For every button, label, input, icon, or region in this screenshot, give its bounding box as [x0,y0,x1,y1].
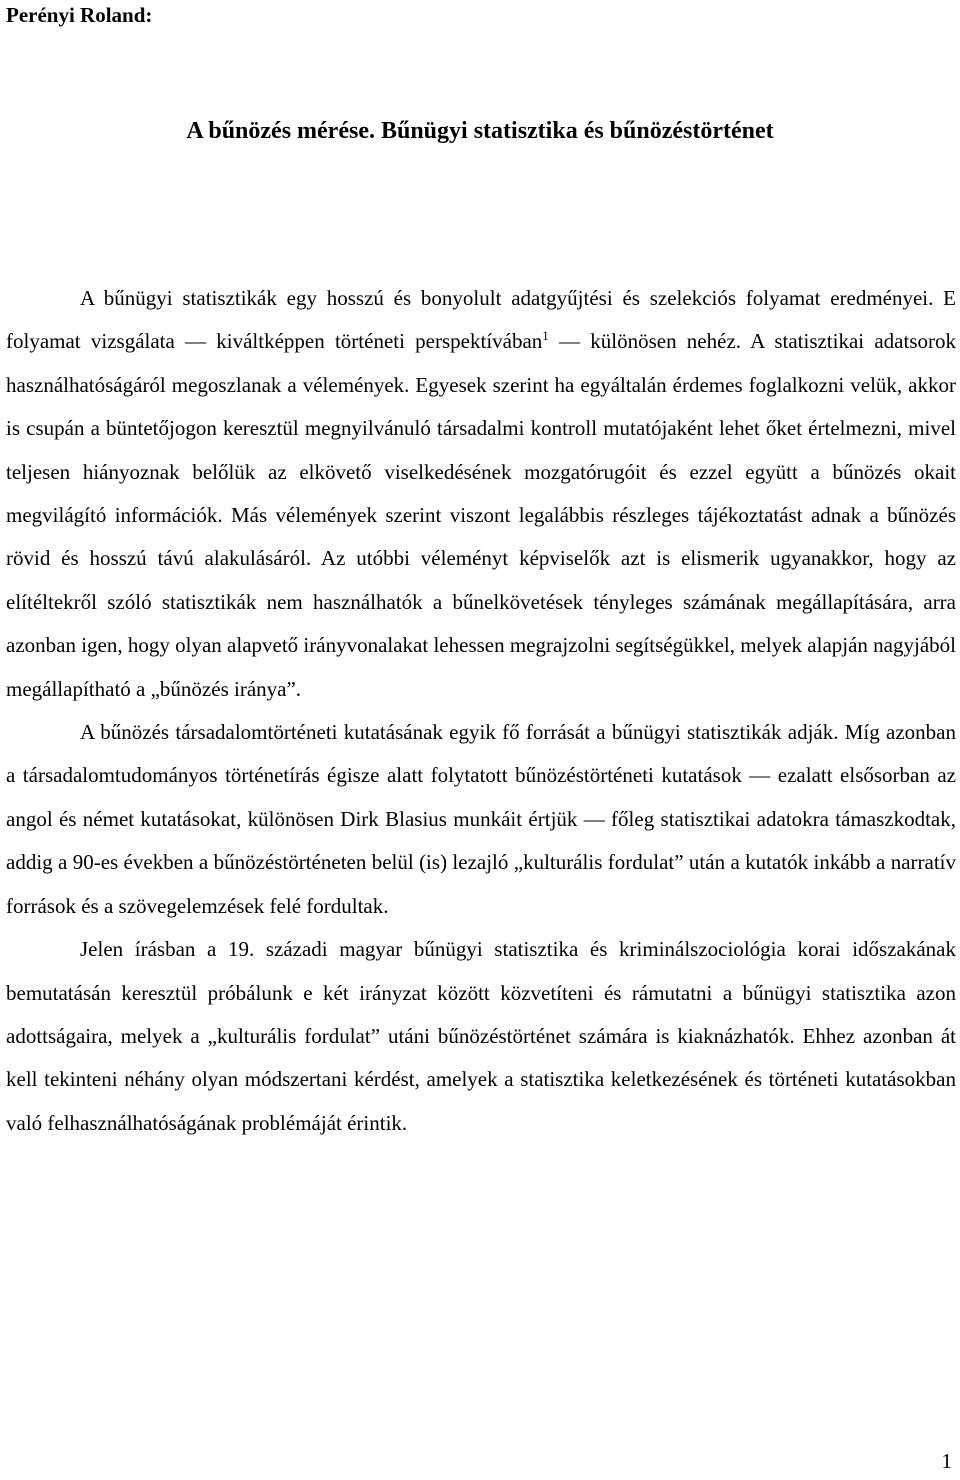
document-title: A bűnözés mérése. Bűnügyi statisztika és bűnözéstörténet [186,118,774,144]
page-number: 1 [941,1449,952,1473]
paragraph-3: Jelen írásban a 19. századi magyar bűnügyi statisztika és kriminálszociológia korai időszakának bemutatásán keresztül próbálunk e két irányzat között közvetíteni és rámutatni a bűnügyi statisztika azon adottságaira, melyek a „kulturális fordulat” utáni bűnözéstörténet számára is kiaknázhatók. Ehhez azonban át kell tekinteni néhány olyan módszertani kérdést, amelyek a statisztika keletkezésének és történeti kutatásokban való felhasználhatóságának problémáját érintik. [6,937,956,1135]
document-body [6,277,956,1145]
paragraph-1-text-b: — különösen nehéz. A statisztikai adatsorok használhatóságáról megoszlanak a vélemények. Egyesek szerint ha egyáltalán érdemes foglalkozni velük, akkor is csupán a büntetőjogon keresztül megnyilvánuló társadalmi kontroll mutatójaként lehet őket értelmezni, mivel teljesen hiányoznak belőlük az elkövető viselkedésének mozgatórugóit és ezzel együtt a bűnözés okait megvilágító információk. Más vélemények szerint viszont legalábbis részleges tájékoztatást adnak a bűnözés rövid és hosszú távú alakulásáról. Az utóbbi véleményt képviselők azt is elismerik ugyanakkor, hogy az elítéltekről szóló statisztikák nem használhatók a bűnelkövetések tényleges számának megállapítására, arra azonban igen, hogy olyan alapvető irányvonalakat lehessen megrajzolni segítségükkel, melyek alapján nagyjából megállapítható a „bűnözés iránya”. [6,329,957,701]
paragraph-1 [6,277,956,711]
footnote-marker: 1 [542,328,549,344]
paragraph-1-text-a: A bűnügyi statisztikák egy hosszú és bonyolult adatgyűjtési és szelekciós folyamat eredményei. E folyamat vizsgálata — kiváltképpen történeti perspektívában [6,286,956,354]
paragraph-2: A bűnözés társadalomtörténeti kutatásának egyik fő forrását a bűnügyi statisztikák adják. Míg azonban a társadalomtudományos történetírás égisze alatt folytatott bűnözéstörténeti kutatások — ezalatt elsősorban az angol és német kutatásokat, különösen Dirk Blasius munkáit értjük — főleg statisztikai adatokra támaszkodtak, addig a 90-es években a bűnözéstörténeten belül (is) lezajló „kulturális fordulat” után a kutatók inkább a narratív források és a szövegelemzések felé fordultak. [6,720,956,918]
author-name: Perényi Roland: [6,3,153,27]
